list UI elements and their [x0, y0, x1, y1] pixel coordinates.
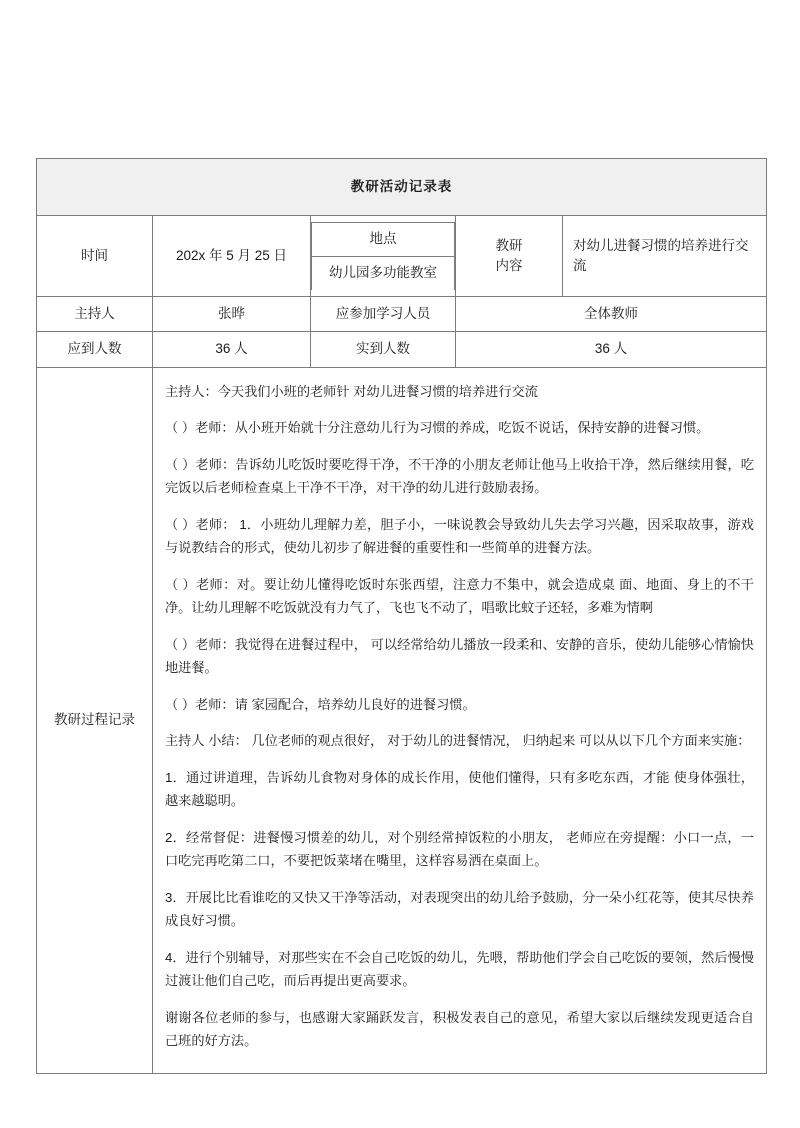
- place-value-row: [312, 257, 455, 291]
- topic-label-line-2: 内容: [495, 258, 523, 273]
- process-paragraph: 主持人：今天我们小班的老师针 对幼儿进餐习惯的培养进行交流: [165, 383, 538, 399]
- attendees-value: 全体教师: [456, 297, 767, 332]
- table-row-process-record: [37, 367, 767, 1073]
- place-stack-table: [311, 222, 455, 290]
- process-paragraph: 2．经常督促：进餐慢习惯差的幼儿，对个别经常掉饭粒的小朋友， 老师应在旁提醒：小口一点，一口吃完再吃第二口，不要把饭菜堵在嘴里，这样容易洒在桌面上。: [165, 829, 754, 868]
- attendees-label: 应参加学习人员: [311, 297, 456, 332]
- process-paragraph: （ ）老师：从小班开始就十分注意幼儿行为习惯的养成，吃饭不说话，保持安静的进餐习惯。: [165, 420, 710, 435]
- place-value: 幼儿园多功能教室: [312, 257, 455, 291]
- time-label: 时间: [37, 216, 153, 297]
- place-cell: [311, 216, 456, 297]
- process-paragraph: 4．进行个别辅导，对那些实在不会自己吃饭的幼儿，先喂，帮助他们学会自己吃饭的要领，然后慢慢过渡让他们自己吃，而后再提出更高要求。: [165, 949, 754, 988]
- process-paragraph: （ ）老师： 1．小班幼儿理解力差，胆子小，一味说教会导致幼儿失去学习兴趣，因采取故事，游戏与说教结合的形式，使幼儿初步了解进餐的重要性和一些简单的进餐方法。: [165, 516, 754, 555]
- time-value: 202x 年 5 月 25 日: [153, 216, 311, 297]
- topic-label: [456, 216, 563, 297]
- actual-count-value: 36 人: [456, 332, 767, 367]
- process-paragraph: （ ）老师：我觉得在进餐过程中， 可以经常给幼儿播放一段柔和、安静的音乐，使幼儿能够心情愉快地进餐。: [165, 636, 754, 675]
- table-row-headcount: [37, 332, 767, 367]
- expected-count-label: 应到人数: [37, 332, 153, 367]
- host-label: 主持人: [37, 297, 153, 332]
- document-title: 教研活动记录表: [37, 159, 767, 216]
- place-label-row: [312, 223, 455, 257]
- host-value: 张晔: [153, 297, 311, 332]
- process-record-body: [153, 367, 767, 1073]
- topic-value: 对幼儿进餐习惯的培养进行交流: [563, 216, 767, 297]
- process-record-label: 教研过程记录: [37, 367, 153, 1073]
- process-paragraph: （ ）老师：告诉幼儿吃饭时要吃得干净，不干净的小朋友老师让他马上收拾干净，然后继续用餐，吃完饭以后老师检查桌上干净不干净，对干净的幼儿进行鼓励表扬。: [165, 456, 754, 495]
- topic-label-line-1: 教研: [495, 237, 523, 253]
- process-paragraph: 1．通过讲道理，告诉幼儿食物对身体的成长作用，使他们懂得，只有多吃东西，才能 使身体强壮，越来越聪明。: [165, 769, 754, 808]
- table-row-title: [37, 159, 767, 216]
- actual-count-label: 实到人数: [311, 332, 456, 367]
- table-row-host: [37, 297, 767, 332]
- process-paragraph: 3．开展比比看谁吃的又快又干净等活动，对表现突出的幼儿给予鼓励，分一朵小红花等，使其尽快养成良好习惯。: [165, 889, 754, 928]
- table-row-time-place-topic: [37, 216, 767, 297]
- teaching-research-record-table: [36, 158, 767, 1074]
- process-paragraph: （ ）老师：对。要让幼儿懂得吃饭时东张西望，注意力不集中，就会造成桌 面、地面、身上的不干净。让幼儿理解不吃饭就没有力气了，飞也飞不动了，唱歌比蚊子还轻，多难为情啊: [165, 576, 754, 615]
- process-paragraph: （ ）老师：请 家园配合，培养幼儿良好的进餐习惯。: [165, 696, 476, 712]
- process-paragraph: 谢谢各位老师的参与，也感谢大家踊跃发言，积极发表自己的意见，希望大家以后继续发现更适合自己班的好方法。: [165, 1009, 754, 1048]
- place-label: 地点: [312, 223, 455, 257]
- process-paragraph: 主持人 小结： 几位老师的观点很好， 对于幼儿的进餐情况， 归纳起来 可以从以下几个方面来实施：: [165, 733, 751, 748]
- expected-count-value: 36 人: [153, 332, 311, 367]
